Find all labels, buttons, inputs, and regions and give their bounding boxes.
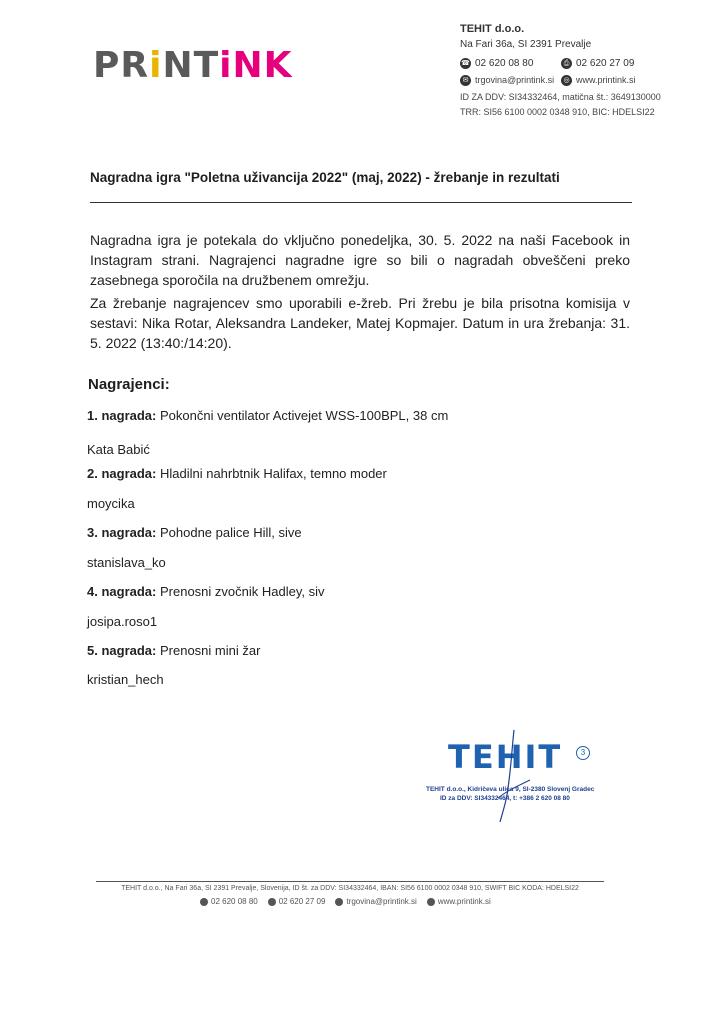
prize-item: Pokončni ventilator Activejet WSS-100BPL, 38 cm [159, 408, 449, 423]
footer-company-line: TEHIT d.o.o., Na Fari 36a, SI 2391 Prevalje, Slovenija, ID št. za DDV: SI34332464, IBAN: SI56 6100 0002 0348 910, SWIFT BIC KODA: HDELSI22 [121, 885, 579, 892]
fax-icon: ⎙ [561, 58, 572, 69]
company-email: trgovina@printink.si [475, 75, 555, 85]
prize-1 [87, 408, 448, 423]
footer-contacts [200, 897, 491, 906]
email-icon: ✉ [460, 75, 471, 86]
prize-item: Pohodne palice Hill, sive [159, 525, 302, 540]
prize-label: 1. nagrada: [87, 408, 157, 423]
company-vat: ID ZA DDV: SI34332464, matična št.: 3649130000 [460, 92, 661, 102]
stamp-vat: ID za DDV: SI34332464, t: +386 2 620 08 80 [440, 795, 570, 802]
paragraph-contest-info: Nagradna igra je potekala do vključno ponedeljka, 30. 5. 2022 na naši Facebook in Instagram strani. Nagrajenci nagradne igre so bili o nagradah obveščeni preko zasebnega sporočila na družbenem omrežju. [90, 232, 630, 288]
winner-1: Kata Babić [87, 442, 150, 457]
prize-4 [87, 584, 324, 599]
logo-part-i: i [149, 45, 163, 86]
web-icon: ◎ [561, 75, 572, 86]
paragraph-draw-info: Za žrebanje nagrajencev smo uporabili e-žreb. Pri žrebu je bila prisotna komisija v sestavi: Nika Rotar, Aleksandra Landeker, Matej Kopmajer. Datum in ura žrebanja: 31. 5. 2022 (13:40:/14:20). [90, 295, 630, 351]
company-bank: TRR: SI56 6100 0002 0348 910, BIC: HDELSI22 [460, 107, 655, 117]
winner-2: moycika [87, 496, 135, 511]
logo-part-nt: NT [162, 45, 220, 86]
phone-icon [200, 898, 208, 906]
title-divider [90, 202, 632, 203]
prize-label: 2. nagrada: [87, 466, 157, 481]
prize-5 [87, 643, 260, 658]
logo-part-ink: iNK [219, 45, 293, 86]
footer-email: trgovina@printink.si [335, 897, 416, 906]
fax-icon [268, 898, 276, 906]
handwritten-signature [478, 728, 558, 828]
footer-phone: 02 620 08 80 [200, 897, 258, 906]
footer-fax: 02 620 27 09 [268, 897, 326, 906]
printink-logo [93, 45, 293, 86]
company-name: TEHIT d.o.o. [460, 23, 525, 35]
company-web: www.printink.si [576, 75, 636, 85]
prize-3 [87, 525, 302, 540]
winners-heading: Nagrajenci: [88, 376, 170, 393]
stamp-brand: TEHIT [448, 738, 563, 776]
winner-5: kristian_hech [87, 672, 164, 687]
prize-item: Prenosni mini žar [159, 643, 261, 658]
footer-web: www.printink.si [427, 897, 491, 906]
prize-2 [87, 466, 387, 481]
company-address: Na Fari 36a, SI 2391 Prevalje [460, 39, 592, 50]
prize-item: Hladilni nahrbtnik Halifax, temno moder [159, 466, 387, 481]
prize-item: Prenosni zvočnik Hadley, siv [159, 584, 325, 599]
stamp-address: TEHIT d.o.o., Kidričeva ulica 9, SI-2380 Slovenj Gradec [426, 786, 595, 793]
company-info [460, 22, 661, 120]
web-icon [427, 898, 435, 906]
document-title: Nagradna igra "Poletna uživancija 2022" (maj, 2022) - žrebanje in rezultati [90, 170, 560, 185]
winner-4: josipa.roso1 [87, 614, 158, 629]
prize-label: 5. nagrada: [87, 643, 157, 658]
company-fax: 02 620 27 09 [576, 58, 635, 69]
phone-icon: ☎ [461, 59, 470, 67]
email-icon [335, 898, 343, 906]
stamp-registration-mark: 3 [576, 746, 590, 760]
logo-part-pr: PR [93, 45, 150, 86]
company-phone: 02 620 08 80 [475, 58, 534, 69]
prize-label: 3. nagrada: [87, 525, 157, 540]
footer-divider [96, 881, 604, 882]
winner-3: stanislava_ko [87, 555, 166, 570]
prize-label: 4. nagrada: [87, 584, 157, 599]
